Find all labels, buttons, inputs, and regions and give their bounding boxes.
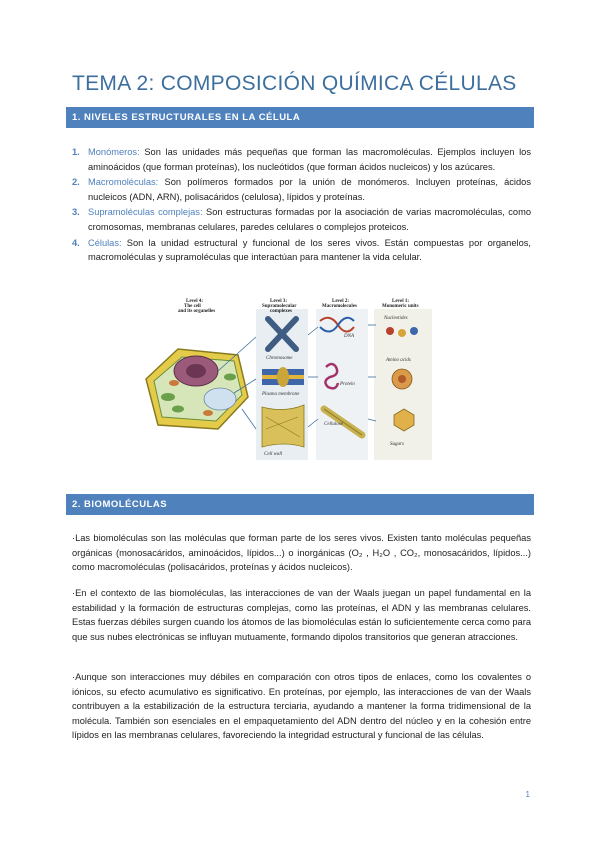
plasma-membrane-label: Plasma membrane bbox=[262, 392, 300, 397]
plasma-membrane-illustration bbox=[262, 367, 304, 387]
list-text: Son estructuras formadas por la asociación de varias macromoléculas, como cromosomas, membranas celulares, paredes celulares o complejos proteicos. bbox=[88, 207, 531, 232]
list-term: Monómeros: bbox=[88, 147, 140, 157]
page-title: TEMA 2: COMPOSICIÓN QUÍMICA CÉLULAS bbox=[72, 72, 517, 95]
list-term: Células: bbox=[88, 237, 122, 248]
paragraph: ·En el contexto de las biomoléculas, las interacciones de van der Waals juegan un papel fundamental en la estabilidad y la formación de estructuras complejas, como las proteínas, el ADN y las membranas celulares. Estas fuerzas débiles surgen cuando los átomos de las biomoléculas están lo suficientemente cerca como para que sus nubes electrónicas se influyan mutuamente, formando dipolos transitorios que generan atracciones. bbox=[72, 588, 531, 642]
list-text: Son polímeros formados por la unión de monómeros. Incluyen proteínas, ácidos nucleicos (ADN, ARN), polisacáridos (celulosa), lípidos y proteínas. bbox=[88, 177, 531, 202]
list-text: Son la unidad estructural y funcional de los seres vivos. Están compuestas por organelos, macromoléculas y supramoléculas que interactúan para mantener la vida celular. bbox=[88, 237, 531, 263]
list-term: Macromoléculas: bbox=[88, 177, 159, 188]
list-text: Son las unidades más pequeñas que forman las macromoléculas. Ejemplos incluyen los aminoácidos (que forman proteínas), los nucleótidos (que forman ácidos nucleicos) y los azúcares. bbox=[88, 147, 531, 172]
list-number: 2. bbox=[72, 177, 80, 188]
cellulose-label: Cellulose bbox=[324, 422, 343, 427]
paragraph: ·Las biomoléculas son las moléculas que forman parte de los seres vivos. Existen tanto moléculas pequeñas orgánicas (monosacáridos, aminoácidos, lípidos...) o inorgánicas (O₂ , H₂O , CO₂, monosacáridos, lípidos...) como macromoléculas (polisacáridos, proteínas y ácidos nucleicos). bbox=[72, 533, 531, 573]
list-item bbox=[72, 205, 531, 234]
section-heading-biomoleculas: 2. BIOMOLÉCULAS bbox=[66, 494, 534, 515]
level1-label: Level 1: bbox=[392, 299, 410, 304]
chromosome-label: Chromosome bbox=[266, 356, 293, 361]
level1-sub: Monomeric units bbox=[382, 304, 419, 309]
cell-levels-figure bbox=[138, 297, 438, 460]
list-item bbox=[72, 236, 531, 265]
dna-label: DNA bbox=[344, 334, 354, 339]
protein-label: Protein bbox=[340, 382, 355, 387]
paragraph: ·Aunque son interacciones muy débiles en comparación con otros tipos de enlaces, como los covalentes o iónicos, su efecto acumulativo es significativo. En proteínas, por ejemplo, las interacciones de van der Waals contribuyen a la estabilización de la estructura terciaria, ayudando a mantener la forma tridimensional de la molécula. También son esenciales en el empaquetamiento del ADN dentro del núcleo y en la cohesión entre lípidos en las membranas celulares, favoreciendo la integridad estructural y funcional de las células. bbox=[72, 672, 531, 741]
list-term: Supramoléculas complejas: bbox=[88, 207, 203, 218]
amino-acids-label: Amino acids bbox=[386, 358, 411, 363]
sugars-label: Sugars bbox=[390, 442, 404, 447]
level2-label: Level 2: bbox=[332, 299, 350, 304]
list-number: 1. bbox=[72, 147, 80, 157]
page-number: 1 bbox=[525, 790, 530, 799]
level4-sub2: and its organelles bbox=[178, 309, 216, 314]
list-item bbox=[72, 145, 531, 174]
list-number: 4. bbox=[72, 237, 80, 248]
plant-cell-illustration bbox=[146, 349, 248, 429]
nucleotides-label: Nucleotides bbox=[384, 316, 408, 321]
level2-sub: Macromolecules bbox=[322, 304, 357, 309]
level4-label: Level 4: bbox=[186, 299, 204, 304]
level3-sub: Supramolecular bbox=[262, 304, 297, 309]
list-item bbox=[72, 175, 531, 204]
amino-acid-illustration bbox=[392, 369, 412, 389]
cell-wall-illustration bbox=[262, 405, 304, 447]
section-heading-niveles: 1. NIVELES ESTRUCTURALES EN LA CÉLULA bbox=[66, 107, 534, 128]
cell-wall-label: Cell wall bbox=[264, 452, 283, 457]
level3-label: Level 3: bbox=[270, 299, 288, 304]
levels-list bbox=[72, 145, 531, 266]
level3-sub2: complexes bbox=[270, 309, 292, 314]
level4-sub: The cell bbox=[184, 304, 201, 309]
list-number: 3. bbox=[72, 207, 80, 218]
